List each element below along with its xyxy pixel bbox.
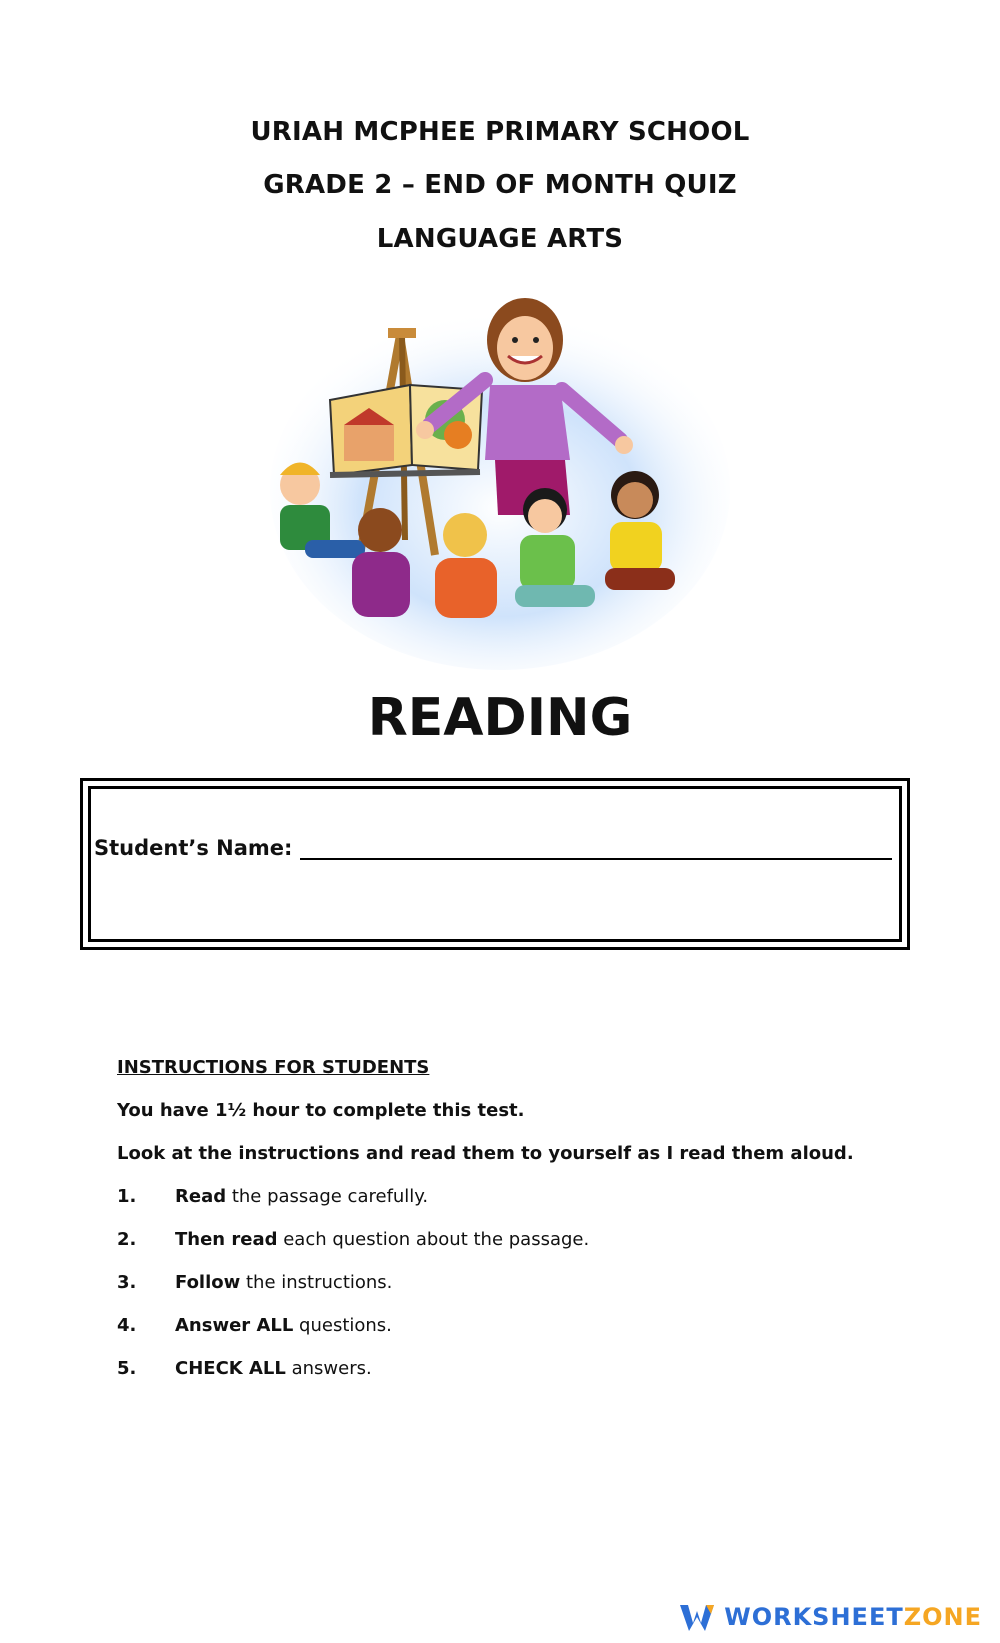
step-description: the instructions. [240,1272,393,1293]
teacher-reading-illustration [260,290,740,670]
subject-title: READING [367,688,633,748]
step-number: 1. [117,1186,137,1207]
subject-area: LANGUAGE ARTS [376,224,624,254]
step-keyword: Follow [175,1272,241,1293]
listen-note: Look at the instructions and read them to yourself as I read them aloud. [117,1143,854,1164]
step-description: the passage carefully. [226,1186,429,1207]
student-name-label: Student’s Name: [94,836,293,860]
step-number: 2. [117,1229,137,1250]
worksheetzone-logo [678,1601,982,1633]
step-number: 3. [117,1272,137,1293]
quiz-title: GRADE 2 – END OF MONTH QUIZ [263,170,737,200]
step-keyword: Then read [175,1229,278,1250]
logo-text-worksheet: WORKSHEET [724,1603,904,1631]
time-note: You have 1½ hour to complete this test. [117,1100,525,1121]
school-name: URIAH MCPHEE PRIMARY SCHOOL [250,117,750,147]
step-keyword: Answer ALL [175,1315,294,1336]
step-number: 4. [117,1315,137,1336]
logo-text-zone: ZONE [903,1603,982,1631]
step-description: questions. [293,1315,392,1336]
step-description: each question about the passage. [277,1229,590,1250]
step-keyword: CHECK ALL [175,1358,286,1379]
step-description: answers. [285,1358,372,1379]
worksheetzone-w-icon [678,1601,716,1633]
step-keyword: Read [175,1186,227,1207]
student-name-row [94,834,894,860]
step-number: 5. [117,1358,137,1379]
instructions-heading: INSTRUCTIONS FOR STUDENTS [117,1057,430,1078]
name-box-inner-border [88,786,902,942]
student-name-field[interactable] [300,834,892,860]
